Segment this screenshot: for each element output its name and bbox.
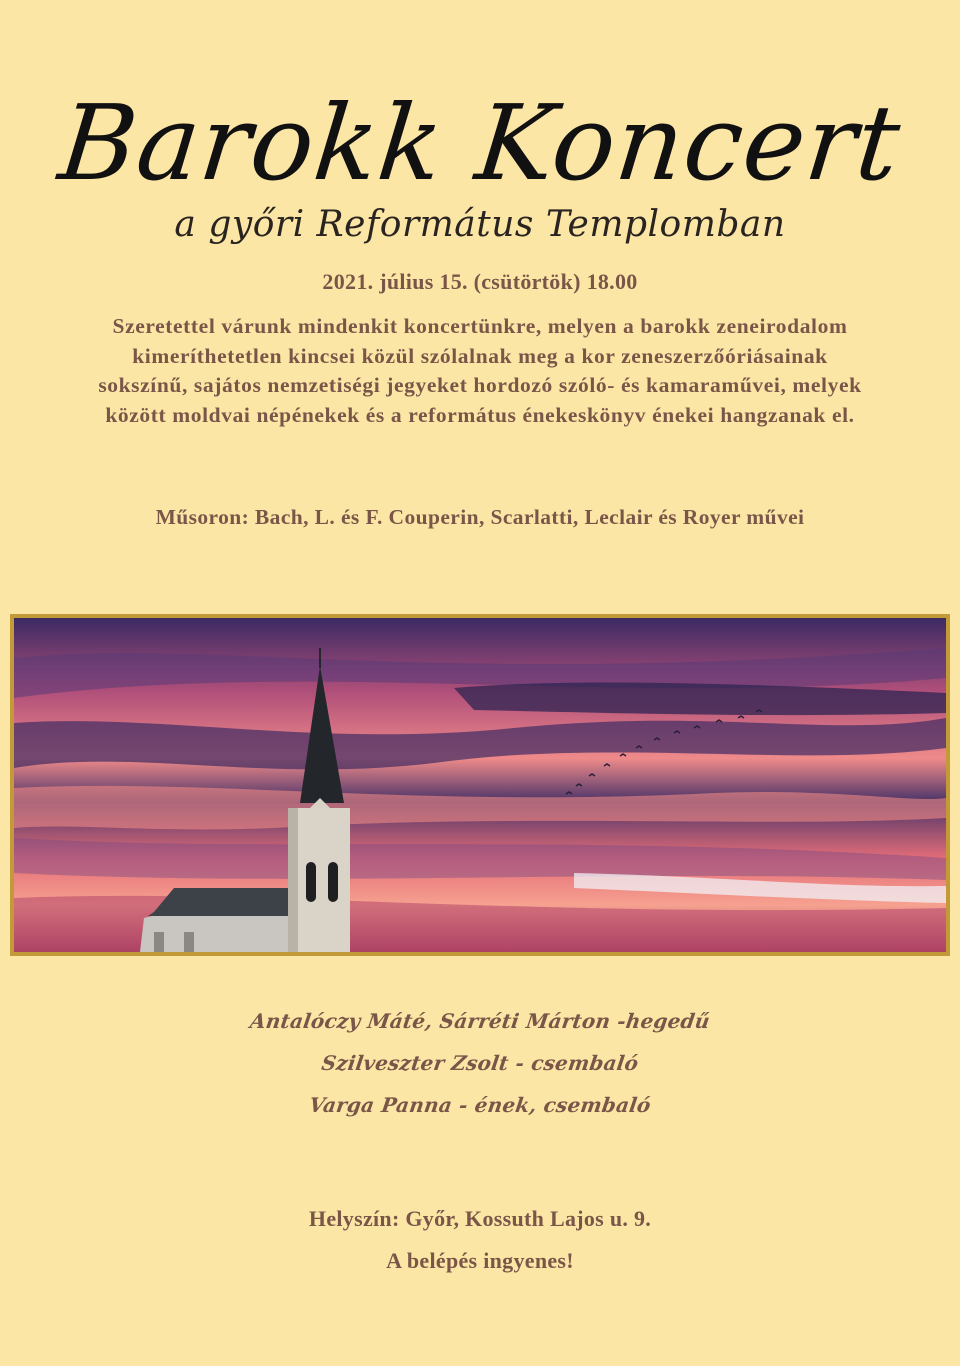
event-date: 2021. július 15. (csütörtök) 18.00	[322, 269, 638, 294]
performer-harpsichord: Szilveszter Zsolt - csembaló	[320, 1051, 640, 1075]
program-line: Műsoron: Bach, L. és F. Couperin, Scarlatti, Leclair és Royer művei	[155, 505, 805, 529]
performer-violin: Antalóczy Máté, Sárréti Márton -hegedű	[248, 1009, 712, 1033]
church-sunset-illustration	[14, 618, 946, 952]
performers-list	[0, 1000, 960, 1126]
performer-vocal: Varga Panna - ének, csembaló	[307, 1093, 653, 1117]
entry-line: A belépés ingyenes!	[386, 1248, 574, 1273]
venue-line: Helyszín: Győr, Kossuth Lajos u. 9.	[308, 1206, 652, 1231]
poster-title: Barokk Koncert	[53, 82, 907, 204]
intro-paragraph: Szeretettel várunk mindenkit koncertünkre, melyen a barokk zeneirodalom kimeríthetetlen kincsei közül szólalnak meg a kor zeneszerzőóriásainak sokszínű, sajátos nemzetiségi jegyeket hordozó szóló- és kamaraművei, melyek között moldvai népénekek és a református énekeskönyv énekei hangzanak el.	[98, 314, 862, 427]
poster-subtitle: a győri Református Templomban	[174, 204, 786, 245]
church-sunset-photo	[10, 614, 950, 956]
